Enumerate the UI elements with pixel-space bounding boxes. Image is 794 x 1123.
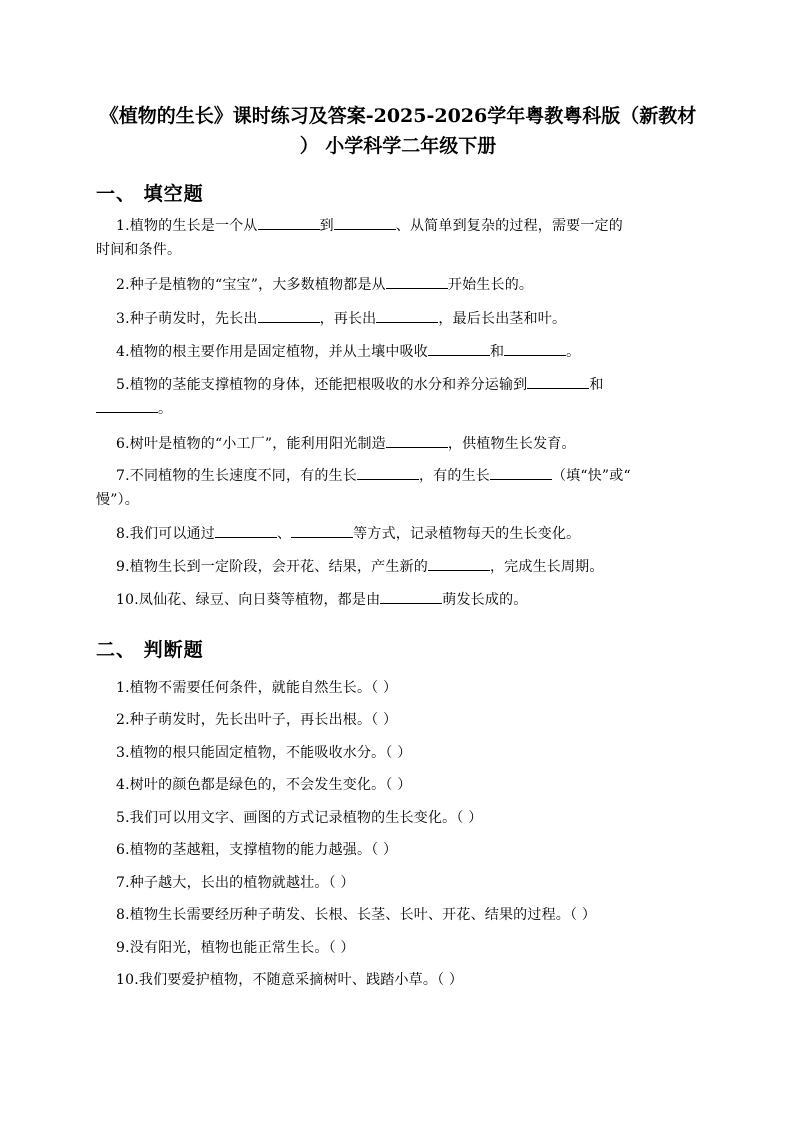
answer-blank[interactable] [357, 465, 419, 480]
judge-question-5: 5.我们可以用文字、画图的方式记录植物的生长变化。（ ） [116, 810, 483, 826]
document-title-line1: 《植物的生长》课时练习及答案-2025-2026学年粤教粤科版（新教材 [99, 105, 697, 127]
fill-question-5: 5.植物的茎能支撑植物的身体，还能把根吸收的水分和养分运输到 和 。 [96, 373, 700, 421]
answer-blank[interactable] [258, 215, 320, 230]
document-title-line2: ） 小学科学二年级下册 [299, 135, 497, 157]
judge-question-3: 3.植物的根只能固定植物，不能吸收水分。（ ） [116, 745, 412, 761]
answer-blank[interactable] [386, 433, 448, 448]
section-heading-fill-blank: 一、 填空题 [96, 183, 204, 205]
answer-blank[interactable] [215, 523, 277, 538]
answer-blank[interactable] [386, 274, 448, 289]
answer-blank[interactable] [380, 589, 442, 604]
judge-question-2: 2.种子萌发时，先长出叶子，再长出根。（ ） [116, 712, 398, 728]
judge-question-1: 1.植物不需要任何条件，就能自然生长。（ ） [116, 680, 398, 696]
answer-blank[interactable] [428, 341, 490, 356]
judge-question-9: 9.没有阳光，植物也能正常生长。（ ） [116, 940, 355, 956]
answer-blank[interactable] [490, 465, 552, 480]
answer-blank[interactable] [527, 374, 589, 389]
fill-question-6: 6.树叶是植物的“小工厂”，能利用阳光制造 ，供植物生长发育。 [96, 432, 700, 456]
answer-blank[interactable] [96, 398, 158, 413]
judge-question-8: 8.植物生长需要经历种子萌发、长根、长茎、长叶、开花、结果的过程。（ ） [116, 907, 597, 923]
fill-question-10: 10.凤仙花、绿豆、向日葵等植物，都是由 萌发长成的。 [96, 588, 700, 612]
judge-question-7: 7.种子越大，长出的植物就越壮。（ ） [116, 875, 355, 891]
section-heading-true-false: 二、 判断题 [96, 639, 204, 661]
judge-question-4: 4.树叶的颜色都是绿色的，不会发生变化。（ ） [116, 777, 412, 793]
answer-blank[interactable] [334, 215, 396, 230]
answer-blank[interactable] [428, 556, 490, 571]
fill-question-2: 2.种子是植物的“宝宝”，大多数植物都是从 开始生长的。 [96, 273, 700, 297]
fill-question-9: 9.植物生长到一定阶段，会开花、结果，产生新的 ，完成生长周期。 [96, 555, 700, 579]
fill-question-3: 3.种子萌发时，先长出 ，再长出 ，最后长出茎和叶。 [96, 307, 700, 331]
fill-question-8: 8.我们可以通过 、 等方式，记录植物每天的生长变化。 [96, 522, 700, 546]
judge-question-10: 10.我们要爱护植物，不随意采摘树叶、践踏小草。（ ） [116, 972, 464, 988]
judge-question-6: 6.植物的茎越粗，支撑植物的能力越强。（ ） [116, 842, 398, 858]
fill-question-7: 7.不同植物的生长速度不同，有的生长 ，有的生长 （填“快”或“ 慢”）。 [96, 464, 700, 512]
fill-question-4: 4.植物的根主要作用是固定植物，并从土壤中吸收 和 。 [96, 340, 700, 364]
fill-question-1: 1.植物的生长是一个从 到 、从简单到复杂的过程，需要一定的 时间和条件。 [96, 214, 700, 262]
answer-blank[interactable] [504, 341, 566, 356]
answer-blank[interactable] [291, 523, 353, 538]
answer-blank[interactable] [376, 308, 438, 323]
answer-blank[interactable] [258, 308, 320, 323]
